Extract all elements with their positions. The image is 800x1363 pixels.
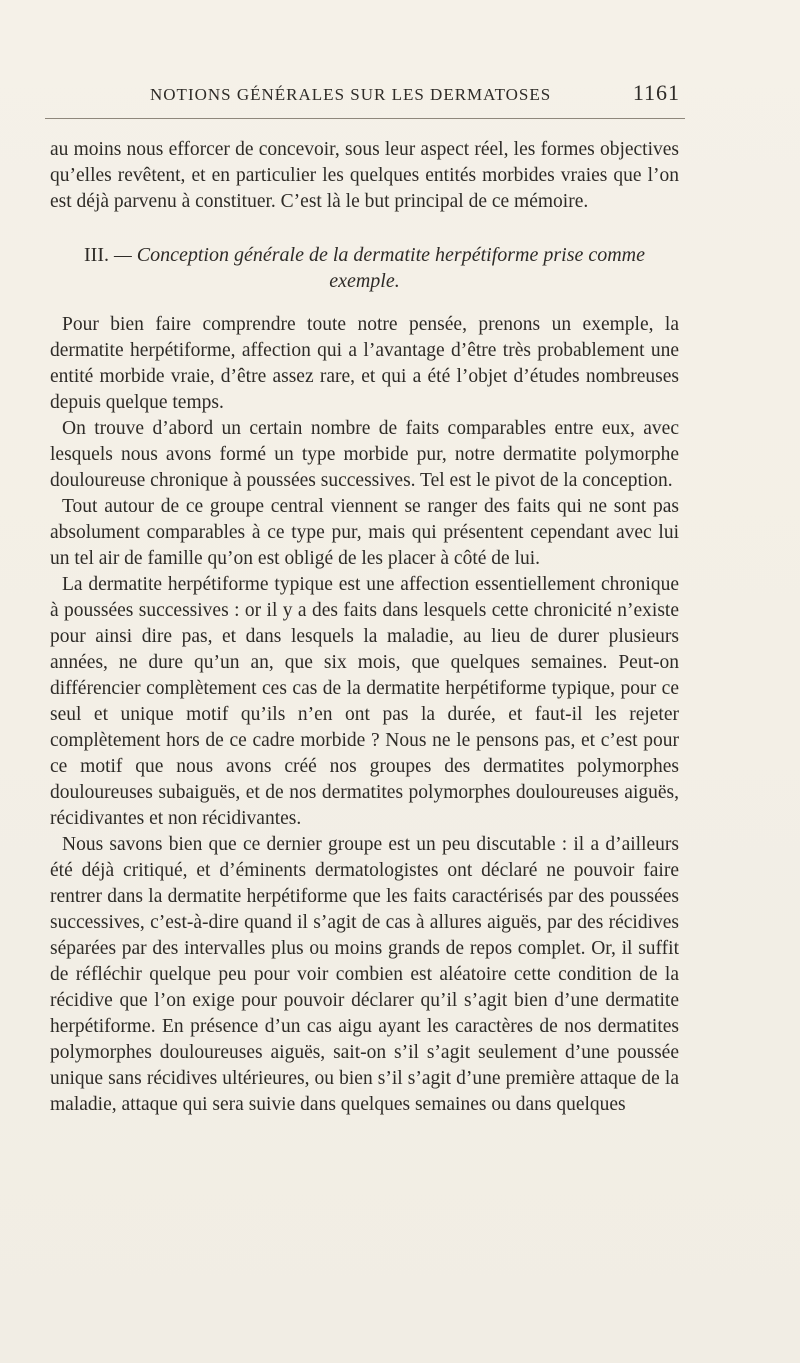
paragraph: On trouve d’abord un certain nombre de faits comparables entre eux, avec lesquels nous avons formé un type morbide pur, notre dermatite polymorphe douloureuse chronique à poussées successives. Tel est le pivot de la conception. [50, 418, 679, 491]
running-title: NOTIONS GÉNÉRALES SUR LES DERMATOSES [150, 85, 552, 104]
section-dash: — [108, 244, 137, 266]
page-body [50, 137, 679, 1118]
paragraph: Pour bien faire comprendre toute notre pensée, prenons un exemple, la dermatite herpétiforme, affection qui a l’avantage d’être très probablement une entité morbide vraie, d’être assez rare, et qui a été l’objet d’études nombreuses depuis quelque temps. [50, 314, 679, 413]
section-title: Conception générale de la dermatite herpétiforme prise comme exemple. [136, 244, 645, 292]
paragraph: Tout autour de ce groupe central viennent se ranger des faits qui ne sont pas absolument comparables à ce type pur, mais qui présentent cependant avec lui un tel air de famille qu’on est obligé de les placer à côté de lui. [50, 496, 679, 569]
header-rule [45, 118, 685, 119]
running-head [150, 80, 680, 106]
section-heading [50, 242, 679, 294]
page-number: 1161 [632, 80, 680, 105]
paragraph: La dermatite herpétiforme typique est une affection essentiellement chronique à poussées successives : or il y a des faits dans lesquels cette chronicité n’existe pour ainsi dire pas, et dans lesquels la maladie, au lieu de durer plusieurs années, ne dure qu’un an, que six mois, que quelques semaines. Peut-on différencier complètement ces cas de la dermatite herpétiforme typique, pour ce seul et unique motif qu’ils n’en ont pas la durée, et faut-il les rejeter complètement hors de ce cadre morbide ? Nous ne le pensons pas, et c’est pour ce motif que nous avons créé nos groupes des dermatites polymorphes douloureuses subaiguës, et de nos dermatites polymorphes douloureuses aiguës, récidivantes et non récidivantes. [50, 574, 679, 829]
section-numeral: III. [84, 244, 109, 266]
continuation-paragraph: au moins nous efforcer de concevoir, sous leur aspect réel, les formes objectives qu’elles revêtent, et en particulier les quelques entités morbides vraies que l’on est déjà parvenu à constituer. C’est là le but principal de ce mémoire. [50, 139, 679, 212]
paragraph: Nous savons bien que ce dernier groupe est un peu discutable : il a d’ailleurs été déjà critiqué, et d’éminents dermatologistes ont déclaré ne pouvoir faire rentrer dans la dermatite herpétiforme que les faits caractérisés par des poussées successives, c’est-à-dire quand il s’agit de cas à allures aiguës, par des récidives séparées par des intervalles plus ou moins grands de repos complet. Or, il suffit de réfléchir quelque peu pour voir combien est aléatoire cette condition de la récidive que l’on exige pour pouvoir déclarer qu’il s’agit bien d’une dermatite herpétiforme. En présence d’un cas aigu ayant les caractères de nos dermatites polymorphes douloureuses aiguës, sait-on s’il s’agit seulement d’une poussée unique sans récidives ultérieures, ou bien s’il s’agit d’une première attaque de la maladie, attaque qui sera suivie dans quelques semaines ou dans quelques [50, 834, 679, 1115]
